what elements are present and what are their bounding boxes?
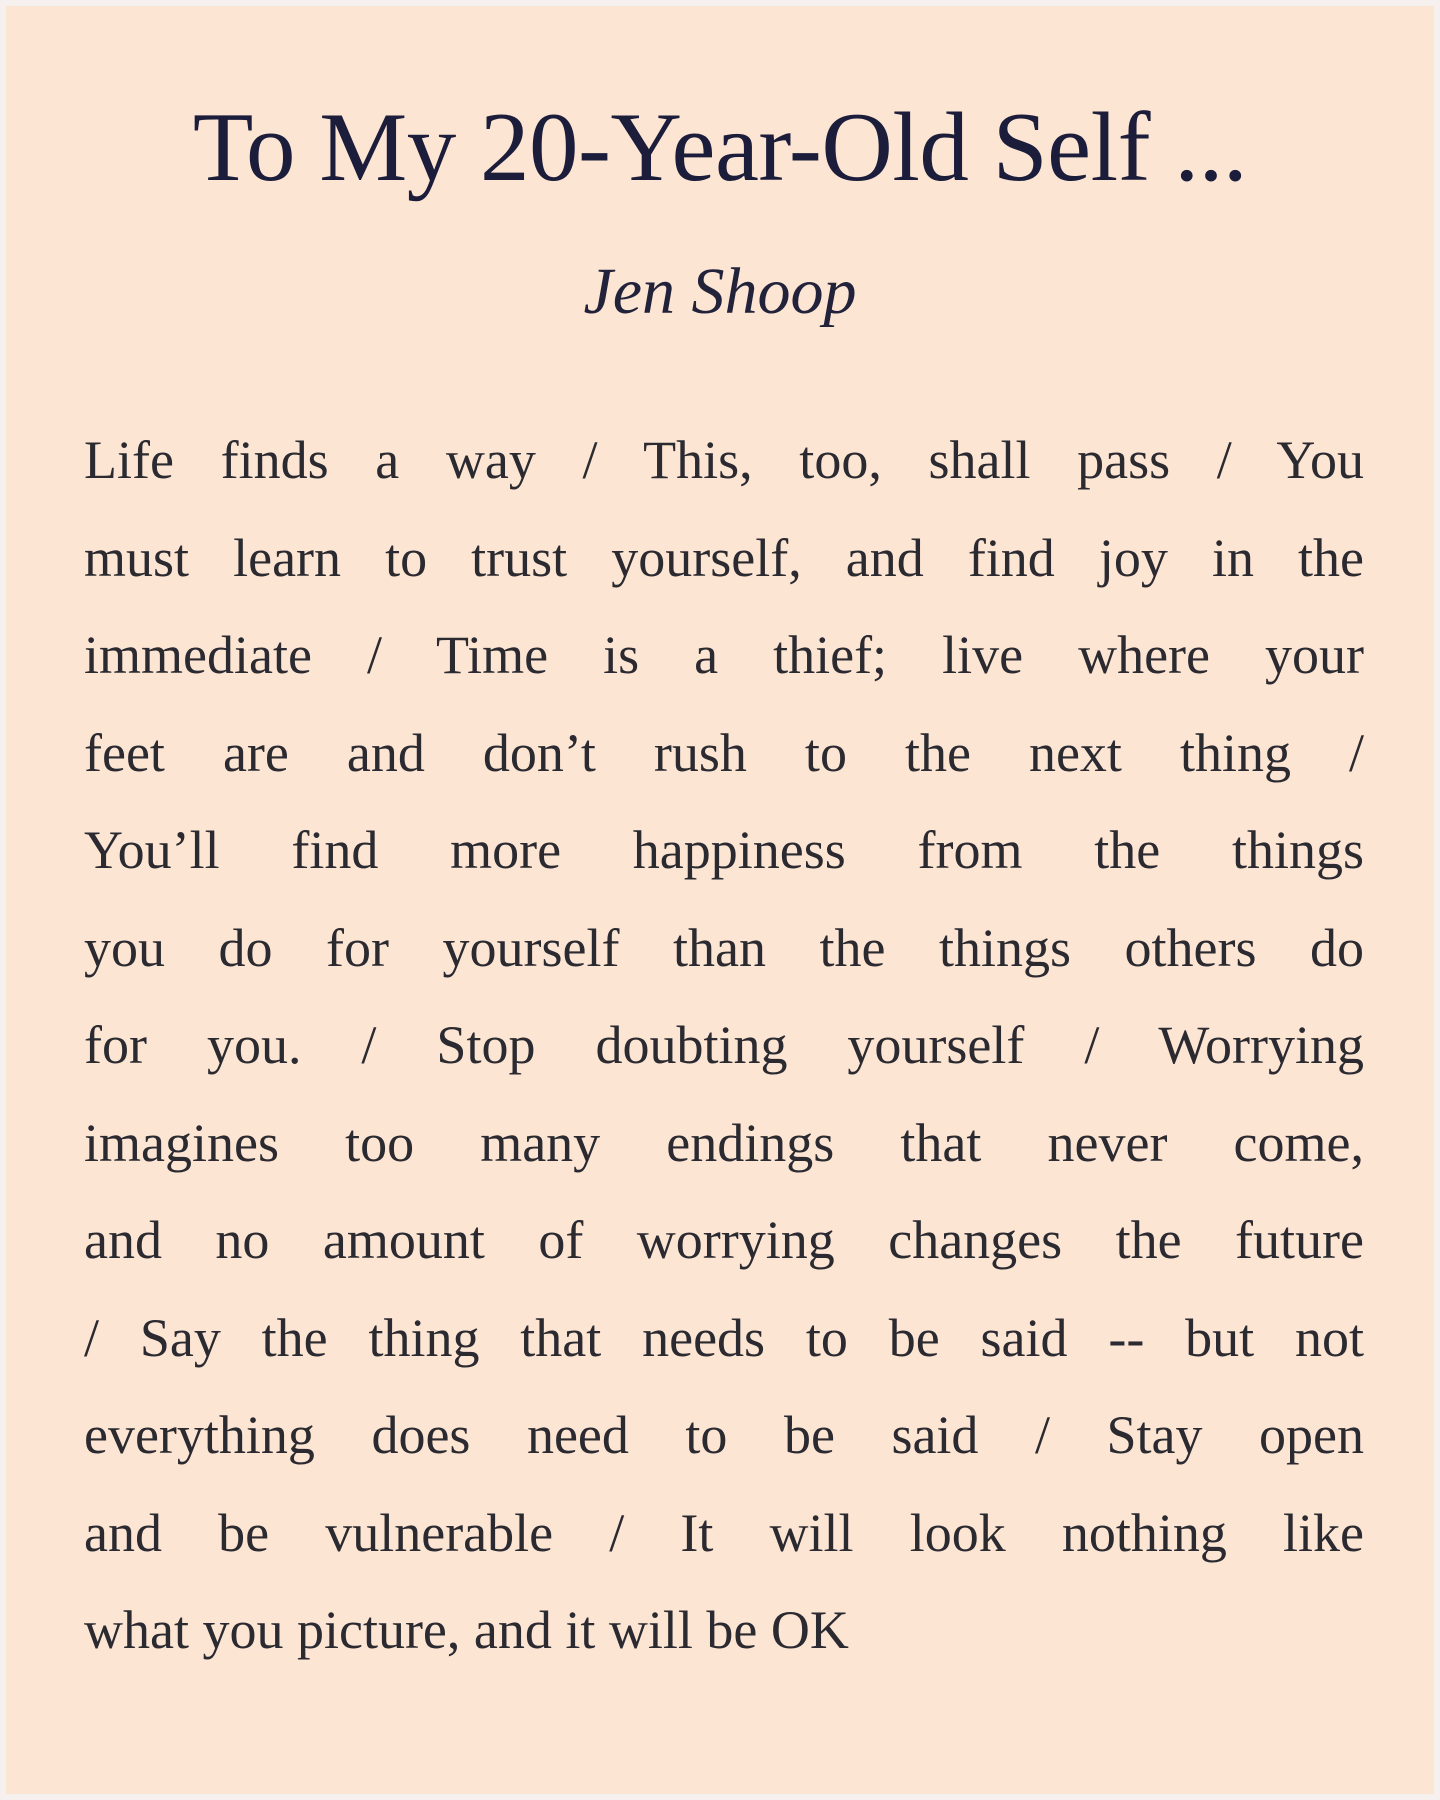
poem-line: everything does need to be said / Stay open: [84, 1405, 1364, 1465]
poem-line: Life finds a way / This, too, shall pass / You: [84, 430, 1364, 490]
poem-line: / Say the thing that needs to be said -- but not: [84, 1307, 1364, 1368]
poem-body: [84, 412, 1364, 1680]
poem-line: imagines too many endings that never come,: [84, 1112, 1364, 1173]
poem-line: and no amount of worrying changes the future: [84, 1210, 1364, 1270]
poem-line: You’ll find more happiness from the things: [84, 820, 1364, 880]
poem-line: must learn to trust yourself, and find joy in the: [84, 527, 1364, 588]
poem-title: To My 20-Year-Old Self ...: [192, 93, 1248, 202]
author-name: Jen Shoop: [583, 255, 857, 328]
poem-line: and be vulnerable / It will look nothing like: [84, 1502, 1364, 1563]
poem-line: immediate / Time is a thief; live where your: [84, 625, 1364, 685]
poem-line: feet are and don’t rush to the next thing /: [84, 722, 1364, 783]
poem-line: for you. / Stop doubting yourself / Worrying: [84, 1015, 1364, 1075]
poem-line: what you picture, and it will be OK: [84, 1600, 849, 1660]
poem-line: you do for yourself than the things others do: [84, 917, 1364, 978]
